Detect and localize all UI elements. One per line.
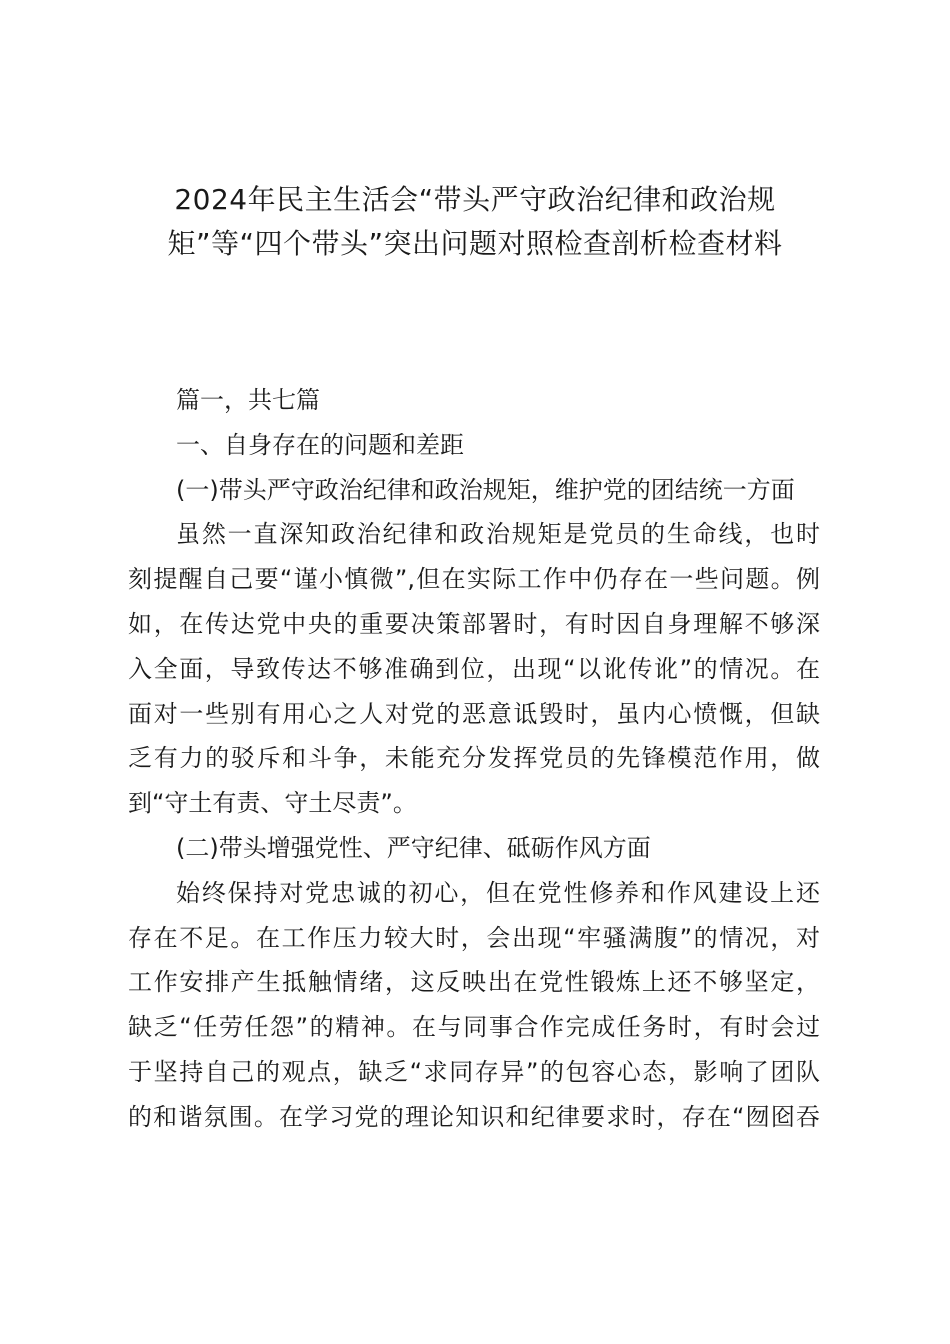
paragraph-line: 面对一些别有用心之人对党的恶意诋毁时，虽内心愤慨，但缺: [128, 699, 820, 728]
paragraph-line: 虽然一直深知政治纪律和政治规矩是党员的生命线，也时: [176, 520, 820, 549]
paragraph-line: 刻提醒自己要“谨小慎微”,但在实际工作中仍存在一些问题。例: [128, 565, 820, 594]
subsection-heading-2: (二)带头增强党性、严守纪律、砥砺作风方面: [176, 833, 651, 862]
document-title: [120, 178, 830, 266]
paragraph-line: 的和谐氛围。在学习党的理论知识和纪律要求时，存在“囫囵吞: [128, 1102, 820, 1131]
paragraph-line: 乏有力的驳斥和斗争，未能充分发挥党员的先锋模范作用，做: [128, 744, 820, 773]
title-line-1: 2024年民主生活会“带头严守政治纪律和政治规: [174, 183, 776, 216]
paragraph-line: 如，在传达党中央的重要决策部署时，有时因自身理解不够深: [128, 609, 820, 638]
section-note: 篇一，共七篇: [176, 386, 320, 414]
paragraph-line: 入全面，导致传达不够准确到位，出现“以讹传讹”的情况。在: [128, 654, 820, 683]
paragraph-line: 于坚持自己的观点，缺乏“求同存异”的包容心态，影响了团队: [128, 1057, 820, 1086]
title-line-2: 矩”等“四个带头”突出问题对照检查剖析检查材料: [167, 227, 783, 260]
paragraph-line: 存在不足。在工作压力较大时，会出现“牢骚满腹”的情况，对: [128, 923, 820, 952]
paragraph-line: 缺乏“任劳任怨”的精神。在与同事合作完成任务时，有时会过: [128, 1013, 820, 1042]
subsection-heading-1: (一)带头严守政治纪律和政治规矩，维护党的团结统一方面: [176, 475, 795, 504]
document-body: [128, 378, 820, 1140]
paragraph-line: 工作安排产生抵触情绪，这反映出在党性锻炼上还不够坚定，: [128, 968, 820, 997]
paragraph-line: 始终保持对党忠诚的初心，但在党性修养和作风建设上还: [176, 878, 820, 907]
section-heading: 一、自身存在的问题和差距: [176, 430, 464, 459]
paragraph-line: 到“守土有责、守土尽责”。: [128, 789, 417, 818]
